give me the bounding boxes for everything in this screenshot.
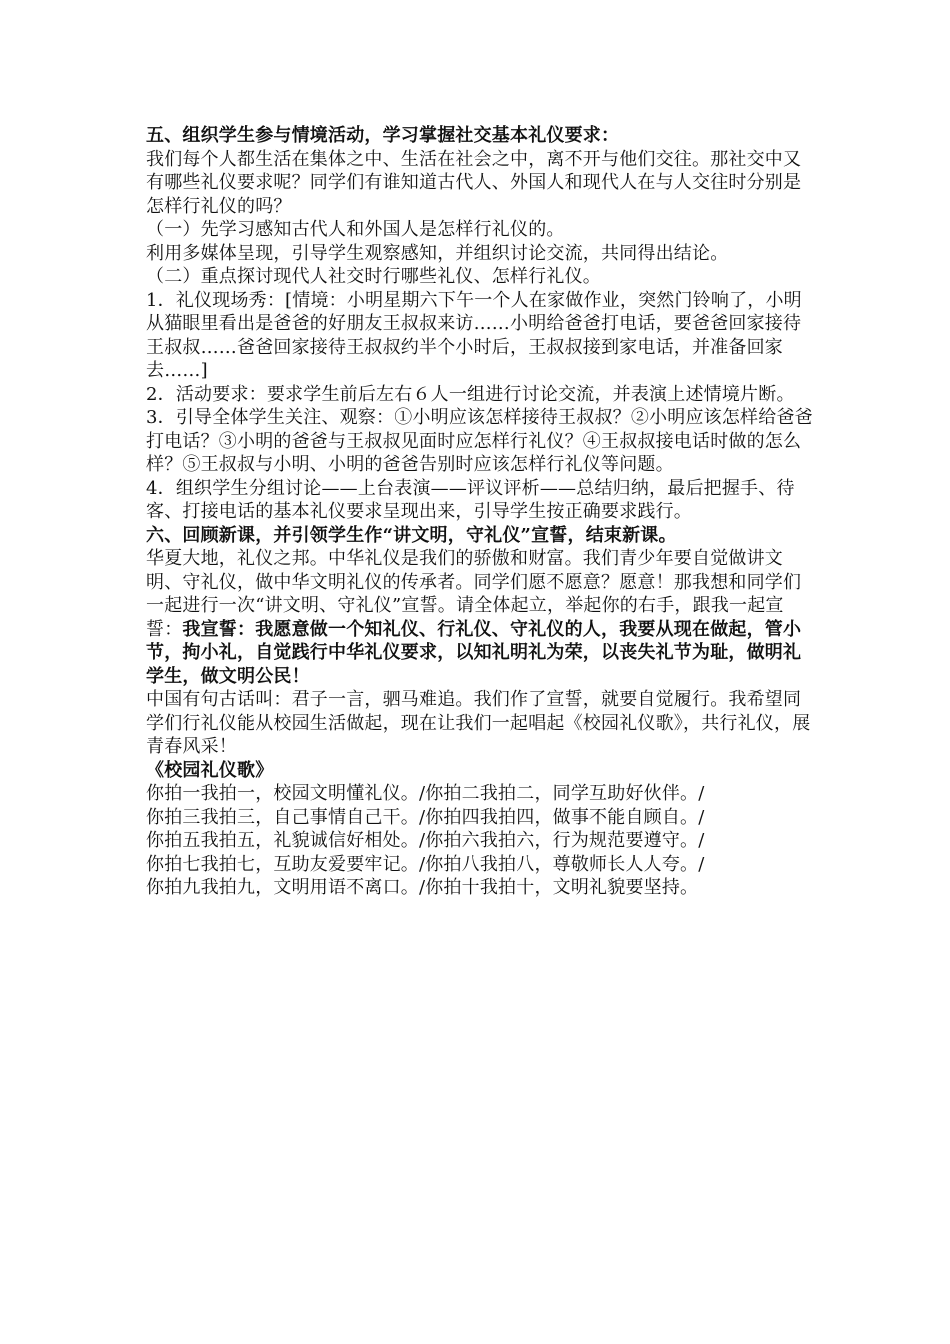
- list-item-1: 1．礼仪现场秀：[情境：小明星期六下午一个人在家做作业，突然门铃响了，小明从猫眼里看出是爸爸的好朋友王叔叔来访……小明给爸爸打电话，要爸爸回家接待王叔叔……爸爸回家接待王叔叔约半个小时后，王叔叔接到家电话，并准备回家去……]: [146, 289, 802, 381]
- list-item-2: 2．活动要求：要求学生前后左右６人一组进行讨论交流，并表演上述情境片断。: [146, 383, 795, 405]
- section-6-heading: 六、回顾新课，并引领学生作“讲文明，守礼仪”宣誓，结束新课。: [146, 524, 677, 546]
- subsection-1-title: （一）先学习感知古代人和外国人是怎样行礼仪的。: [146, 219, 565, 240]
- section-6-para-2: 中国有句古话叫：君子一言，驷马难追。我们作了宣誓，就要自觉履行。我希望同学们行礼仪能从校园生活做起，现在让我们一起唱起《校园礼仪歌》，共行礼仪，展青春风采！: [146, 689, 811, 757]
- document-body: [146, 124, 814, 900]
- list-item-3: 3．引导全体学生关注、观察：①小明应该怎样接待王叔叔？②小明应该怎样给爸爸打电话？③小明的爸爸与王叔叔见面时应怎样行礼仪？④王叔叔接电话时做的怎么样？⑤王叔叔与小明、小明的爸爸告别时应该怎样行礼仪等问题。: [146, 407, 813, 475]
- song-line: 你拍七我拍七，互助友爱要牢记。/你拍八我拍八，尊敬师长人人夸。/: [146, 853, 705, 875]
- subsection-2-title: （二）重点探讨现代人社交时行哪些礼仪、怎样行礼仪。: [146, 266, 601, 287]
- song-line: 你拍九我拍九，文明用语不离口。/你拍十我拍十，文明礼貌要坚持。: [146, 877, 699, 898]
- song-line: 你拍一我拍一，校园文明懂礼仪。/你拍二我拍二，同学互助好伙伴。/: [146, 783, 705, 804]
- list-item-4: 4．组织学生分组讨论——上台表演——评议评析——总结归纳，最后把握手、待客、打接电话的基本礼仪要求呈现出来，引导学生按正确要求践行。: [146, 477, 795, 522]
- section-5-intro: 我们每个人都生活在集体之中、生活在社会之中，离不开与他们交往。那社交中又有哪些礼仪要求呢？同学们有谁知道古代人、外国人和现代人在与人交往时分别是怎样行礼仪的吗？: [146, 148, 802, 217]
- oath-text: 我宣誓：我愿意做一个知礼仪、行礼仪、守礼仪的人，我要从现在做起，管小节，拘小礼，自觉践行中华礼仪要求，以知礼明礼为荣，以丧失礼节为耻，做明礼学生，做文明公民！: [146, 618, 802, 687]
- song-line: 你拍三我拍三，自己事情自己干。/你拍四我拍四，做事不能自顾自。/: [146, 806, 705, 828]
- subsection-1-text: 利用多媒体呈现，引导学生观察感知，并组织讨论交流，共同得出结论。: [146, 242, 729, 264]
- song-title: 《校园礼仪歌》: [146, 759, 274, 781]
- section-5-heading: 五、组织学生参与情境活动，学习掌握社交基本礼仪要求：: [146, 125, 620, 146]
- oath-intro: 华夏大地，礼仪之邦。中华礼仪是我们的骄傲和财富。我们青少年要自觉做讲文明、守礼仪，做中华文明礼仪的传承者。同学们愿不愿意？愿意！那我想和同学们一起进行一次“讲文明、守礼仪”宣誓。请全体起立，举起你的右手，跟我一起宣誓：: [146, 548, 802, 640]
- song-line: 你拍五我拍五，礼貌诚信好相处。/你拍六我拍六，行为规范要遵守。/: [146, 830, 705, 851]
- section-6-para-1: [146, 547, 814, 688]
